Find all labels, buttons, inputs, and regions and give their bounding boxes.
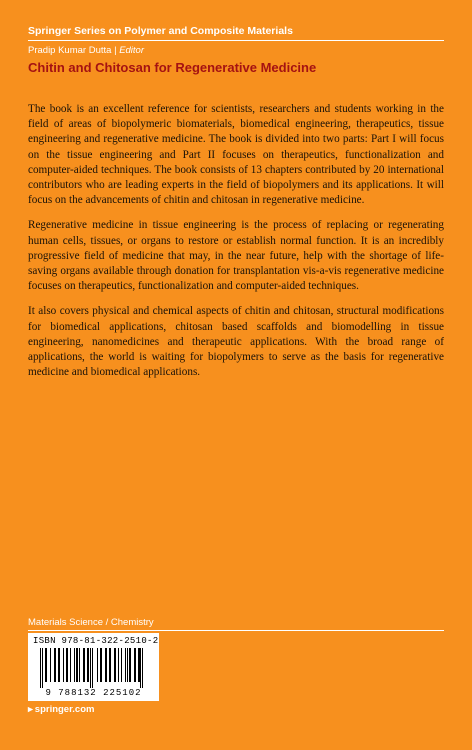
- editor-separator: |: [114, 45, 120, 56]
- barcode-bar: [114, 648, 116, 682]
- publisher-link[interactable]: [28, 704, 94, 715]
- barcode-bar: [74, 648, 75, 682]
- arrow-right-icon: ▸: [28, 704, 33, 715]
- barcode-bar: [54, 648, 56, 682]
- barcode-bar: [58, 648, 60, 682]
- editor-name: Pradip Kumar Dutta: [28, 45, 112, 56]
- barcode-bar: [50, 648, 51, 682]
- barcode-bar: [127, 648, 128, 682]
- isbn-text: ISBN 978-81-322-2510-2: [33, 636, 159, 646]
- book-title: Chitin and Chitosan for Regenerative Medicine: [28, 60, 317, 75]
- description-paragraph-2: Regenerative medicine in tissue engineering is the process of replacing or regenerating human cells, tissues, or organs to restore or establish normal function. It is an incredibly progressive field of medicine that may, in the near future, help with the shortage of life-saving organs available through donation for transplantation vis-a-vis regenerative medicine focuses on therapeutics, functionalization and computer-aided techniques.: [28, 219, 444, 293]
- barcode-bar: [100, 648, 102, 682]
- barcode-graphic: [40, 648, 148, 688]
- barcode-bar: [129, 648, 131, 682]
- barcode-bar: [76, 648, 78, 682]
- barcode-bar: [92, 648, 93, 688]
- barcode-bar: [45, 648, 47, 682]
- barcode-bar: [63, 648, 64, 682]
- barcode-bar: [134, 648, 136, 682]
- editor-line: [28, 45, 144, 56]
- barcode-bar: [109, 648, 111, 682]
- subject-category: Materials Science / Chemistry: [28, 617, 154, 628]
- barcode-bar: [138, 648, 140, 682]
- barcode-bar: [125, 648, 126, 682]
- bottom-divider: [28, 630, 444, 631]
- publisher-url: springer.com: [34, 704, 95, 715]
- barcode-box: [28, 633, 159, 701]
- barcode-bar: [66, 648, 68, 682]
- description-paragraph-1: The book is an excellent reference for scientists, researchers and students working in the field of areas of biopolymeric biomaterials, biomedical engineering, therapeutics, tissue engineering and regenerative medicine. The book is divided into two parts: Part I will focus on the tissue engineering and Part II focuses on therapeutics, functionalization and computer-aided techniques. The book consists of 13 chapters contributed by 20 international contributors who are leading experts in the field of biopolymers and its applications. It will focus on the advancements of chitin and chitosan in regenerative medicine.: [28, 103, 444, 207]
- top-divider: [28, 40, 444, 41]
- barcode-bar: [118, 648, 119, 682]
- description-paragraph-3: It also covers physical and chemical aspects of chitin and chitosan, structural modifications for biomedical applications, chitosan based scaffolds and biomodelling in tissue engineering, nanomedicines and therapeutic applications. With the broad range of applications, the world is waiting for biopolymers to serve as the basis for regenerative medicine and biomedical applications.: [28, 305, 444, 379]
- barcode-bar: [97, 648, 98, 682]
- ean-digits: 9 788132 225102: [45, 688, 142, 698]
- barcode-bar: [142, 648, 143, 688]
- barcode-bar: [121, 648, 122, 682]
- barcode-bar: [87, 648, 89, 682]
- book-description: [28, 102, 444, 390]
- barcode-bar: [105, 648, 107, 682]
- barcode-bar: [42, 648, 43, 688]
- series-name: Springer Series on Polymer and Composite Materials: [28, 25, 293, 37]
- barcode-bar: [90, 648, 91, 688]
- editor-role: Editor: [119, 45, 145, 56]
- barcode-bar: [40, 648, 41, 688]
- barcode-bar: [70, 648, 71, 682]
- barcode-bar: [79, 648, 80, 682]
- barcode-bar: [140, 648, 141, 688]
- barcode-bar: [83, 648, 85, 682]
